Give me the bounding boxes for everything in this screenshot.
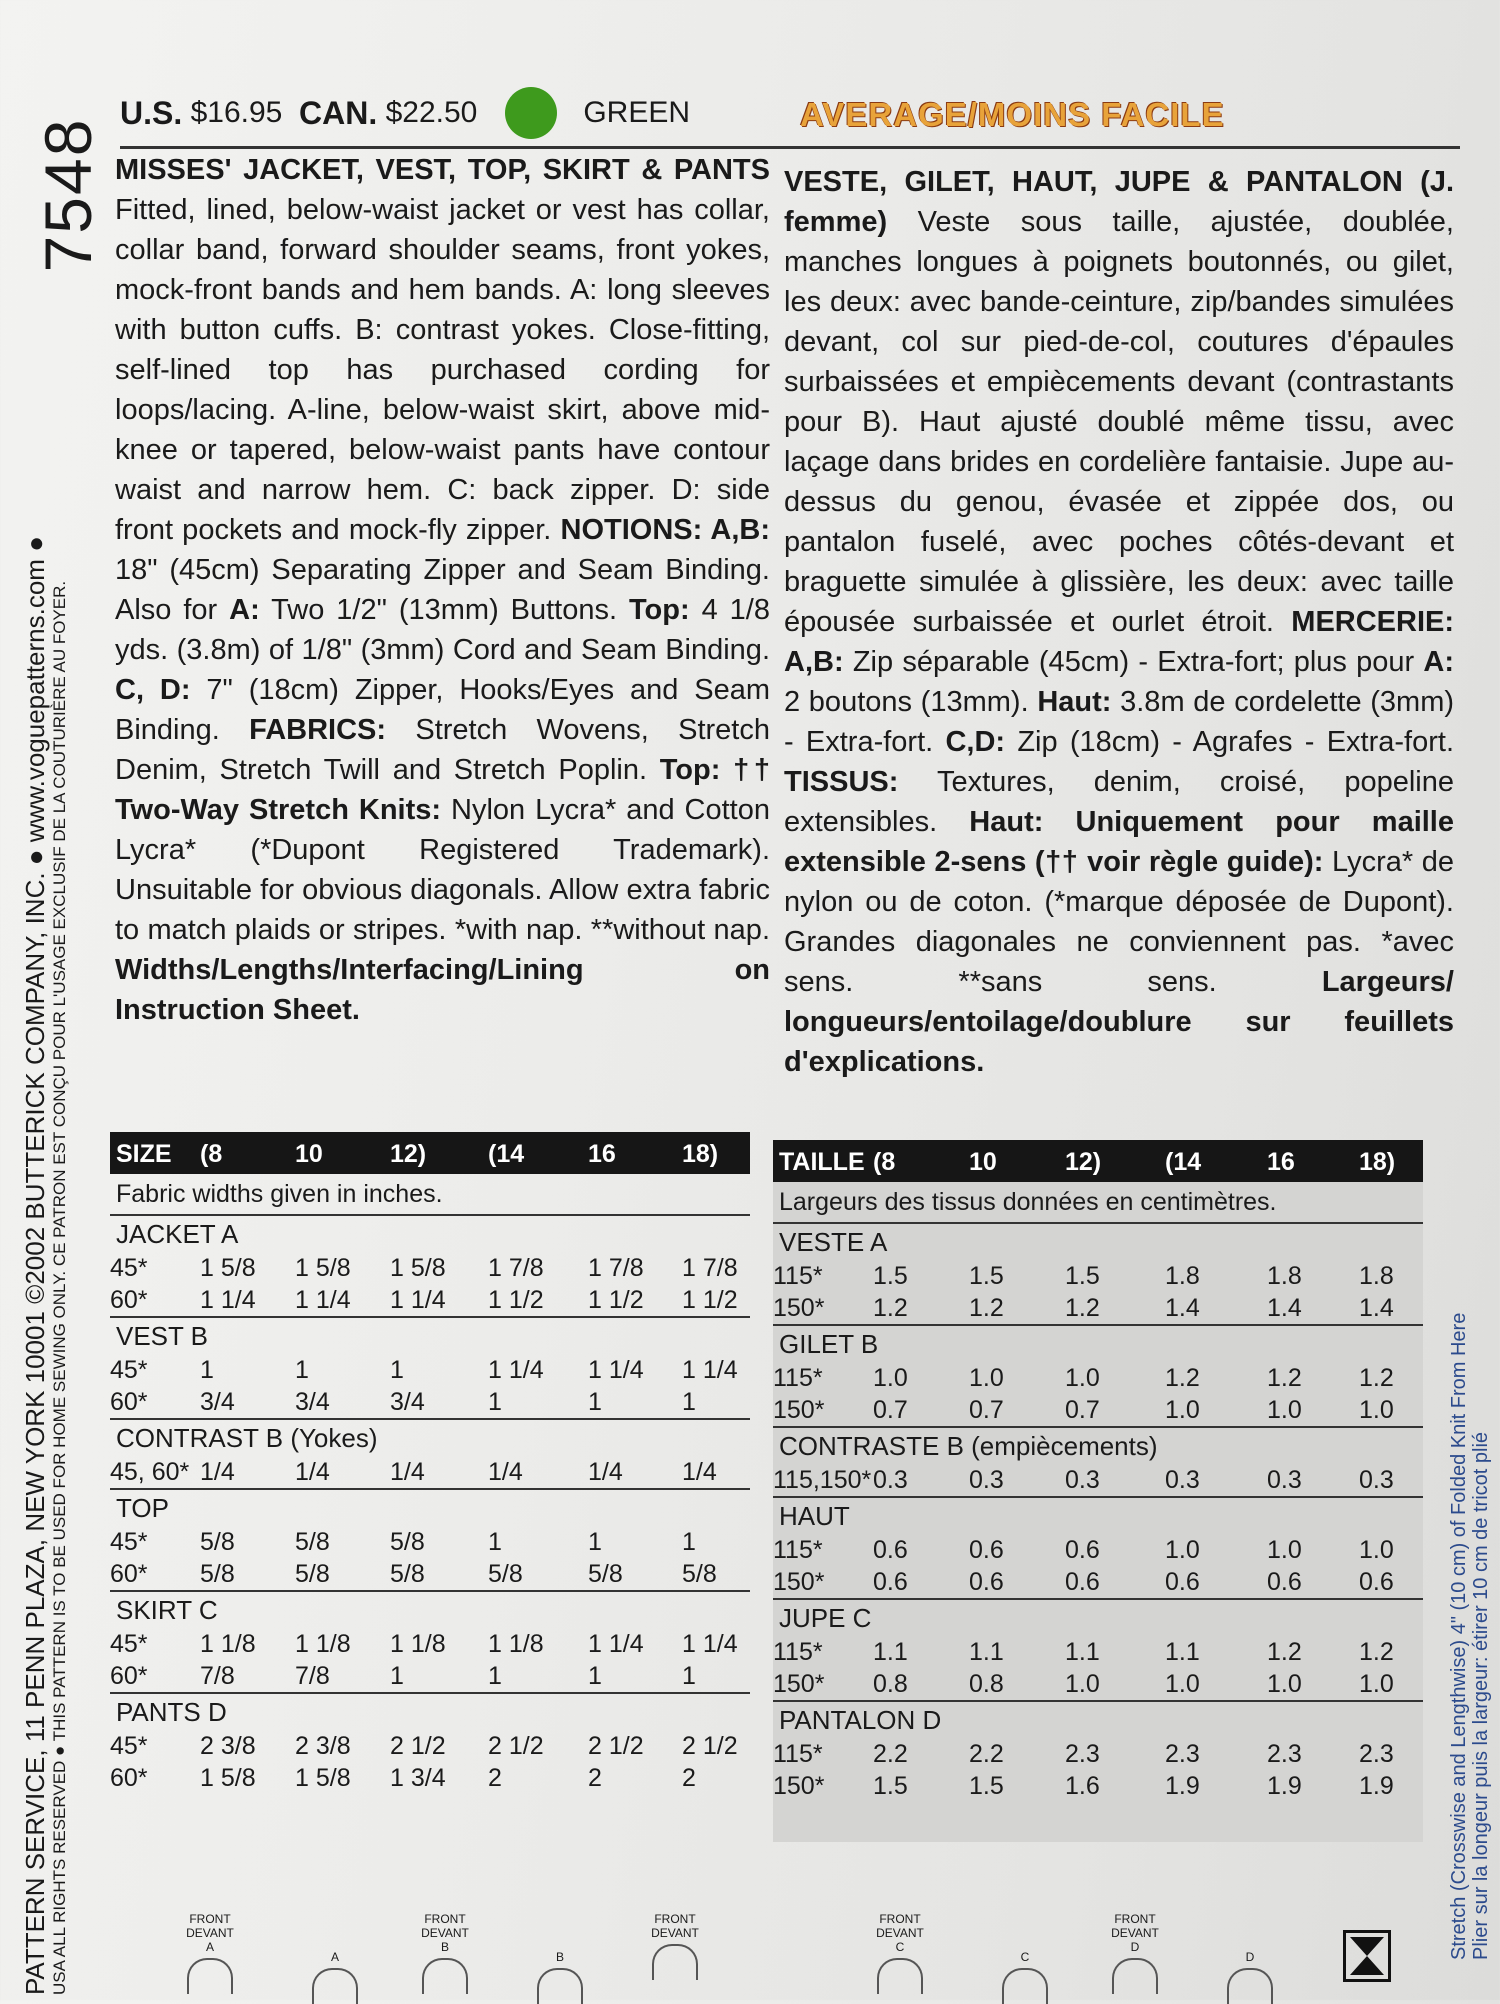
garment-section: [773, 1426, 1423, 1496]
sketch-label: D: [1130, 1940, 1140, 1954]
yardage-cell: 1/4: [588, 1458, 623, 1486]
yardage-cell: 1: [588, 1528, 602, 1556]
view-sketch: [990, 1950, 1060, 2004]
yardage-cell: 0.7: [969, 1396, 1004, 1424]
stretch-gauge-text-en: Stretch (Crosswise and Lengthwise) 4" (10 cm) of Folded Knit From Here: [1448, 1312, 1470, 1960]
yardage-cell: 1.6: [1065, 1772, 1100, 1800]
garment-section-title: PANTS D: [116, 1697, 227, 1727]
yardage-cell: 5/8: [200, 1528, 235, 1556]
yardage-cell: 0.8: [969, 1670, 1004, 1698]
sketch-label: DEVANT: [876, 1926, 924, 1940]
width-note: Largeurs des tissus données en centimètres.: [779, 1188, 1277, 1216]
view-sketch: [640, 1912, 710, 1980]
fabric-width-cell: 60*: [110, 1560, 148, 1588]
yardage-cell: 2.2: [969, 1740, 1004, 1768]
yardage-cell: 2: [488, 1764, 502, 1792]
yardage-cell: 1 1/4: [588, 1356, 644, 1384]
price-header: [120, 88, 690, 138]
garment-section: [773, 1222, 1423, 1324]
yardage-cell: 1 1/4: [682, 1356, 738, 1384]
table-row: [110, 1456, 750, 1488]
yardage-cell: 3/4: [390, 1388, 425, 1416]
yardage-cell: 1 1/4: [588, 1630, 644, 1658]
yardage-cell: 1: [390, 1356, 404, 1384]
yardage-cell: 1/4: [200, 1458, 235, 1486]
yardage-cell: 1 5/8: [390, 1254, 446, 1282]
sketch-label: DEVANT: [186, 1926, 234, 1940]
home-sewing-notice: USA ALL RIGHTS RESERVED ● THIS PATTERN IS TO BE USED FOR HOME SEWING ONLY. CE PATRON EST CONÇU POUR L'USAGE EXCLUSIF DE LA COUTURIÈRE AU FOYER.: [50, 580, 69, 1995]
description-fr: VESTE, GILET, HAUT, JUPE & PANTALON (J. femme) Veste sous taille, ajustée, doublée, manches longues à poignets boutonnés, ou gilet, les deux: avec bande-ceinture, zip/bandes simulées devant, col sur pied-de-col, coutures d'épaules surbaissées et empiècements devant (contrastants pour B). Haut ajusté doublé même tissu, avec laçage dans brides en cordelière fantaisie. Jupe au-dessus du genou, évasée et zippée dos, ou pantalon fuselé, avec poches côtés-devant et braguette simulée à glissière, les deux: avec taille épousée surbaissée et ourlet étroit. MERCERIE: A,B: Zip séparable (45cm) - Extra-fort; plus pour A: 2 boutons (13mm). Haut: 3.8m de cordelette (3mm) - Extra-fort. C,D: Zip (18cm) - Agrafes - Extra-fort. TISSUS: Textures, denim, croisé, popeline extensibles. Haut: Uniquement pour maille extensible 2-sens (†† voir règle guide): Lycra* de nylon ou de coton. (*marque déposée de Dupont). Grandes diagonales ne conviennent pas. *avec sens. **sans sens. Largeurs/ longueurs/entoilage/doublure sur feuillets d'explications.: [784, 166, 1455, 1078]
yardage-cell: 1.8: [1267, 1262, 1302, 1290]
yardage-cell: 1 1/4: [390, 1286, 446, 1314]
yardage-cell: 0.6: [1065, 1536, 1100, 1564]
table-row: [110, 1526, 750, 1558]
yardage-cell: 2.2: [873, 1740, 908, 1768]
garment-section: [110, 1214, 750, 1316]
size-header-cell: (14: [488, 1140, 525, 1168]
yardage-cell: 1: [200, 1356, 214, 1384]
yardage-cell: 1 5/8: [200, 1764, 256, 1792]
yardage-cell: 3/4: [295, 1388, 330, 1416]
size-header-cell: 12): [1065, 1148, 1102, 1176]
sketch-label: A: [330, 1950, 339, 1964]
green-dot-icon: [505, 87, 557, 139]
hourglass-icon: [1343, 1930, 1391, 1982]
yardage-cell: 1 3/4: [390, 1764, 446, 1792]
us-price: $16.95: [190, 96, 283, 129]
fabric-width-cell: 60*: [110, 1764, 148, 1792]
table-row: [773, 1394, 1423, 1426]
yardage-cell: 1/4: [295, 1458, 330, 1486]
yardage-cell: 2: [682, 1764, 696, 1792]
fabric-width-cell: 115*: [773, 1536, 823, 1564]
yardage-cell: 1: [488, 1662, 502, 1690]
yardage-cell: 1 1/2: [682, 1286, 738, 1314]
garment-section-title: VESTE A: [779, 1227, 888, 1257]
garment-section-title: JUPE C: [779, 1603, 872, 1633]
yardage-cell: 1.2: [1359, 1364, 1394, 1392]
yardage-cell: 1.1: [873, 1638, 908, 1666]
table-row: [110, 1762, 750, 1794]
fabric-width-cell: 45, 60*: [110, 1458, 190, 1486]
garment-section: [773, 1496, 1423, 1598]
yardage-cell: 1.2: [1165, 1364, 1200, 1392]
table-row: [110, 1660, 750, 1692]
yardage-cell: 1.5: [1065, 1262, 1100, 1290]
yardage-cell: 0.6: [873, 1568, 908, 1596]
can-price: $22.50: [385, 96, 478, 129]
garment-section: [110, 1590, 750, 1692]
table-row: [110, 1252, 750, 1284]
size-header-cell: 16: [588, 1140, 616, 1168]
yardage-cell: 2 3/8: [295, 1732, 351, 1760]
garment-section: [773, 1324, 1423, 1426]
view-sketch: [865, 1912, 935, 1994]
can-label: CAN.: [299, 94, 378, 131]
sketch-label: FRONT: [424, 1912, 466, 1926]
yardage-cell: 1.0: [1065, 1364, 1100, 1392]
view-sketch: [410, 1912, 480, 1994]
yardage-cell: 1: [588, 1662, 602, 1690]
yardage-cell: 1 1/8: [390, 1630, 446, 1658]
garment-section-title: TOP: [116, 1493, 169, 1523]
fabric-width-cell: 150*: [773, 1670, 825, 1698]
yardage-cell: 0.3: [1267, 1466, 1302, 1494]
yardage-cell: 1.9: [1359, 1772, 1394, 1800]
garment-sketch: [422, 1958, 468, 1994]
yardage-table-en: [110, 1132, 750, 1794]
fabric-width-cell: 115*: [773, 1638, 823, 1666]
yardage-cell: 1.0: [1359, 1396, 1394, 1424]
garment-section: [110, 1418, 750, 1488]
table-row: [110, 1284, 750, 1316]
us-label: U.S.: [120, 94, 183, 131]
yardage-cell: 1.0: [1165, 1536, 1200, 1564]
yardage-cell: 1 1/8: [295, 1630, 351, 1658]
yardage-cell: 5/8: [390, 1528, 425, 1556]
table-row: [110, 1628, 750, 1660]
yardage-cell: 7/8: [295, 1662, 330, 1690]
yardage-cell: 5/8: [200, 1560, 235, 1588]
size-header-cell: (8: [200, 1140, 223, 1168]
table-row: [110, 1558, 750, 1590]
view-sketch: [525, 1950, 595, 2004]
yardage-cell: 1.8: [1359, 1262, 1394, 1290]
title-fr: VESTE, GILET, HAUT, JUPE & PANTALON (J. femme): [784, 166, 1454, 238]
garment-section-title: SKIRT C: [116, 1595, 218, 1625]
yardage-cell: 1.2: [873, 1294, 908, 1322]
width-note: Fabric widths given in inches.: [116, 1180, 443, 1208]
sketch-label: DEVANT: [1111, 1926, 1159, 1940]
yardage-cell: 1.2: [1267, 1364, 1302, 1392]
view-sketch: [300, 1950, 370, 2004]
yardage-cell: 1: [295, 1356, 309, 1384]
fabric-width-cell: 150*: [773, 1396, 825, 1424]
size-header-cell: 16: [1267, 1148, 1295, 1176]
table-row: [773, 1668, 1423, 1700]
yardage-cell: 2 1/2: [488, 1732, 544, 1760]
yardage-cell: 1: [682, 1662, 696, 1690]
yardage-cell: 1/4: [488, 1458, 523, 1486]
garment-section-title: JACKET A: [116, 1219, 239, 1249]
table-row: [773, 1260, 1423, 1292]
yardage-cell: 5/8: [295, 1528, 330, 1556]
yardage-cell: 1 5/8: [200, 1254, 256, 1282]
sketch-label: FRONT: [879, 1912, 921, 1926]
size-header-cell: (8: [873, 1148, 896, 1176]
publisher-legal-strip: [20, 450, 70, 1995]
yardage-cell: 0.7: [873, 1396, 908, 1424]
yardage-cell: 1.5: [969, 1262, 1004, 1290]
garment-section-title: HAUT: [779, 1501, 850, 1531]
yardage-cell: 1.1: [969, 1638, 1004, 1666]
yardage-cell: 0.6: [969, 1568, 1004, 1596]
yardage-cell: 1 5/8: [295, 1764, 351, 1792]
fabric-width-cell: 45*: [110, 1528, 148, 1556]
yardage-cell: 1.0: [1165, 1670, 1200, 1698]
table-row: [110, 1730, 750, 1762]
yardage-cell: 5/8: [295, 1560, 330, 1588]
yardage-cell: 1.2: [1065, 1294, 1100, 1322]
sketch-label: A: [205, 1940, 214, 1954]
table-header: [110, 1132, 750, 1174]
yardage-cell: 0.6: [1165, 1568, 1200, 1596]
yardage-cell: 0.3: [1065, 1466, 1100, 1494]
garment-sketch: [187, 1958, 233, 1994]
sketch-label: DEVANT: [651, 1926, 699, 1940]
yardage-cell: 1: [682, 1388, 696, 1416]
fabric-width-cell: 150*: [773, 1772, 825, 1800]
sketch-label: D: [1245, 1950, 1255, 1964]
yardage-cell: 1/4: [390, 1458, 425, 1486]
sketch-label: DEVANT: [421, 1926, 469, 1940]
yardage-cell: 1.0: [873, 1364, 908, 1392]
table-row: [110, 1354, 750, 1386]
size-header-cell: 12): [390, 1140, 427, 1168]
yardage-cell: 1.9: [1165, 1772, 1200, 1800]
yardage-cell: 1.5: [873, 1772, 908, 1800]
view-sketch: [1215, 1950, 1285, 2004]
yardage-cell: 0.8: [873, 1670, 908, 1698]
sketch-label: C: [895, 1940, 905, 1954]
yardage-cell: 1 1/4: [682, 1630, 738, 1658]
yardage-cell: 0.3: [1165, 1466, 1200, 1494]
fabric-width-cell: 115*: [773, 1262, 823, 1290]
sketch-label: FRONT: [189, 1912, 231, 1926]
sketch-label: FRONT: [1114, 1912, 1156, 1926]
garment-section: [110, 1692, 750, 1794]
publisher-address: PATTERN SERVICE, 11 PENN PLAZA, NEW YORK 10001 ©2002 BUTTERICK COMPANY, INC. ● www.voguepatterns.com ●: [20, 536, 50, 1995]
garment-sketch: [877, 1958, 923, 1994]
yardage-cell: 1.0: [1359, 1536, 1394, 1564]
yardage-cell: 2 1/2: [682, 1732, 738, 1760]
size-header-cell: SIZE: [116, 1140, 172, 1168]
yardage-cell: 1 1/4: [200, 1286, 256, 1314]
view-sketch: [1100, 1912, 1170, 1994]
yardage-cell: 0.6: [969, 1536, 1004, 1564]
sketch-label: C: [1020, 1950, 1030, 1964]
garment-section-title: CONTRAST B (Yokes): [116, 1423, 378, 1453]
header-divider: [120, 146, 1460, 149]
view-sketch: [175, 1912, 245, 1994]
fabric-width-cell: 45*: [110, 1630, 148, 1658]
yardage-cell: 0.6: [873, 1536, 908, 1564]
yardage-cell: 2.3: [1165, 1740, 1200, 1768]
yardage-cell: 0.3: [1359, 1466, 1394, 1494]
yardage-cell: 1 7/8: [488, 1254, 544, 1282]
fabric-width-cell: 115*: [773, 1364, 823, 1392]
yardage-cell: 0.3: [873, 1466, 908, 1494]
fabric-width-cell: 60*: [110, 1286, 148, 1314]
yardage-cell: 0.7: [1065, 1396, 1100, 1424]
sketch-label: FRONT: [654, 1912, 696, 1926]
size-header-cell: 18): [1359, 1148, 1396, 1176]
garment-section-title: VEST B: [116, 1321, 209, 1351]
yardage-cell: 1 7/8: [588, 1254, 644, 1282]
yardage-cell: 0.6: [1267, 1568, 1302, 1596]
fabric-width-cell: 45*: [110, 1732, 148, 1760]
yardage-cell: 5/8: [488, 1560, 523, 1588]
yardage-cell: 1.0: [969, 1364, 1004, 1392]
yardage-cell: 1.2: [1359, 1638, 1394, 1666]
fabric-width-cell: 60*: [110, 1662, 148, 1690]
garment-section-title: CONTRASTE B (empiècements): [779, 1431, 1158, 1461]
garment-sketch: [312, 1968, 358, 2004]
yardage-cell: 2 1/2: [390, 1732, 446, 1760]
yardage-cell: 0.6: [1359, 1568, 1394, 1596]
yardage-cell: 3/4: [200, 1388, 235, 1416]
garment-sketch: [1002, 1968, 1048, 2004]
yardage-cell: 0.3: [969, 1466, 1004, 1494]
fabric-width-cell: 45*: [110, 1356, 148, 1384]
table-row: [110, 1386, 750, 1418]
yardage-cell: 1: [488, 1528, 502, 1556]
table-row: [773, 1566, 1423, 1598]
yardage-cell: 7/8: [200, 1662, 235, 1690]
garment-section: [110, 1316, 750, 1418]
yardage-cell: 1 1/2: [488, 1286, 544, 1314]
yardage-cell: 2.3: [1065, 1740, 1100, 1768]
yardage-cell: 1.2: [969, 1294, 1004, 1322]
size-header-cell: 10: [295, 1140, 323, 1168]
yardage-cell: 1.8: [1165, 1262, 1200, 1290]
sketch-label: B: [440, 1940, 449, 1954]
fabric-width-cell: 150*: [773, 1568, 825, 1596]
yardage-cell: 1.4: [1165, 1294, 1200, 1322]
table-header: [773, 1140, 1423, 1182]
description-en: MISSES' JACKET, VEST, TOP, SKIRT & PANTS Fitted, lined, below-waist jacket or vest has collar, collar band, forward shoulder seams, front yokes, mock-front bands and hem bands. A: long sleeves with button cuffs. B: contrast yokes. Close-fitting, self-lined top has purchased cording for loops/lacing. A-line, below-waist skirt, above mid-knee or tapered, below-waist pants have contour waist and narrow hem. C: back zipper. D: side front pockets and mock-fly zipper. NOTIONS: A,B: 18" (45cm) Separating Zipper and Seam Binding. Also for A: Two 1/2" (13mm) Buttons. Top: 4 1/8 yds. (3.8m) of 1/8" (3mm) Cord and Seam Binding. C, D: 7" (18cm) Zipper, Hooks/Eyes and Seam Binding. FABRICS: Stretch Wovens, Stretch Denim, Stretch Twill and Stretch Poplin. Top: †† Two-Way Stretch Knits: Nylon Lycra* and Cotton Lycra* (*Dupont Registered Trademark). Unsuitable for obvious diagonals. Allow extra fabric to match plaids or stripes. *with nap. **without nap. Widths/Lengths/Interfacing/Lining on Instruction Sheet.: [115, 154, 770, 1026]
yardage-cell: 1.1: [1065, 1638, 1100, 1666]
stretch-gauge-text-fr: Plier sur la longeur puis la largeur: étirer 10 cm de tricot plié: [1470, 1431, 1492, 1960]
fabric-width-cell: 115*: [773, 1740, 823, 1768]
yardage-cell: 1.0: [1359, 1670, 1394, 1698]
difficulty-rating: AVERAGE/MOINS FACILE: [800, 96, 1225, 133]
size-header-cell: 18): [682, 1140, 719, 1168]
title-en: MISSES' JACKET, VEST, TOP, SKIRT & PANTS: [115, 154, 770, 186]
color-name: GREEN: [583, 96, 691, 129]
garment-section-title: GILET B: [779, 1329, 879, 1359]
yardage-table-fr: [773, 1140, 1423, 1842]
stretch-gauge-strip: [1448, 1120, 1490, 1960]
garment-section: [773, 1700, 1423, 1802]
yardage-cell: 5/8: [588, 1560, 623, 1588]
yardage-cell: 0.6: [1065, 1568, 1100, 1596]
table-row: [773, 1534, 1423, 1566]
sketch-label: B: [555, 1950, 564, 1964]
yardage-cell: 1.0: [1267, 1536, 1302, 1564]
size-header-cell: 10: [969, 1148, 997, 1176]
yardage-cell: 1 1/2: [588, 1286, 644, 1314]
fabric-width-cell: 115,150*: [773, 1466, 872, 1494]
yardage-cell: 1.2: [1267, 1638, 1302, 1666]
yardage-cell: 5/8: [390, 1560, 425, 1588]
table-row: [773, 1738, 1423, 1770]
yardage-cell: 1.0: [1267, 1396, 1302, 1424]
garment-sketch: [1227, 1968, 1273, 2004]
yardage-cell: 1.9: [1267, 1772, 1302, 1800]
fabric-width-cell: 45*: [110, 1254, 148, 1282]
yardage-cell: 2 3/8: [200, 1732, 256, 1760]
yardage-cell: 2.3: [1267, 1740, 1302, 1768]
yardage-cell: 1 5/8: [295, 1254, 351, 1282]
garment-section: [110, 1488, 750, 1590]
yardage-cell: 1.4: [1267, 1294, 1302, 1322]
pattern-number: 7548: [31, 117, 105, 273]
yardage-cell: 2 1/2: [588, 1732, 644, 1760]
table-row: [773, 1464, 1423, 1496]
yardage-cell: 1 1/8: [200, 1630, 256, 1658]
garment-sketch: [652, 1944, 698, 1980]
yardage-cell: 1.5: [969, 1772, 1004, 1800]
table-row: [773, 1770, 1423, 1802]
yardage-cell: 1 7/8: [682, 1254, 738, 1282]
yardage-cell: 1: [588, 1388, 602, 1416]
yardage-cell: 2.3: [1359, 1740, 1394, 1768]
yardage-cell: 1: [390, 1662, 404, 1690]
yardage-cell: 2: [588, 1764, 602, 1792]
yardage-cell: 1.0: [1065, 1670, 1100, 1698]
yardage-cell: 1.0: [1165, 1396, 1200, 1424]
garment-sketch: [537, 1968, 583, 2004]
yardage-cell: 1: [682, 1528, 696, 1556]
size-header-cell: (14: [1165, 1148, 1202, 1176]
garment-sketch: [1112, 1958, 1158, 1994]
table-row: [773, 1636, 1423, 1668]
table-row: [773, 1362, 1423, 1394]
yardage-cell: 1.0: [1267, 1670, 1302, 1698]
yardage-cell: 5/8: [682, 1560, 717, 1588]
yardage-cell: 1: [488, 1388, 502, 1416]
garment-section-title: PANTALON D: [779, 1705, 942, 1735]
yardage-cell: 1.4: [1359, 1294, 1394, 1322]
table-row: [773, 1292, 1423, 1324]
yardage-cell: 1.5: [873, 1262, 908, 1290]
yardage-cell: 1 1/4: [295, 1286, 351, 1314]
fabric-width-cell: 60*: [110, 1388, 148, 1416]
yardage-cell: 1 1/4: [488, 1356, 544, 1384]
fabric-width-cell: 150*: [773, 1294, 825, 1322]
yardage-cell: 1/4: [682, 1458, 717, 1486]
yardage-cell: 1.1: [1165, 1638, 1200, 1666]
size-header-cell: TAILLE: [779, 1148, 865, 1176]
garment-section: [773, 1598, 1423, 1700]
yardage-cell: 1 1/8: [488, 1630, 544, 1658]
